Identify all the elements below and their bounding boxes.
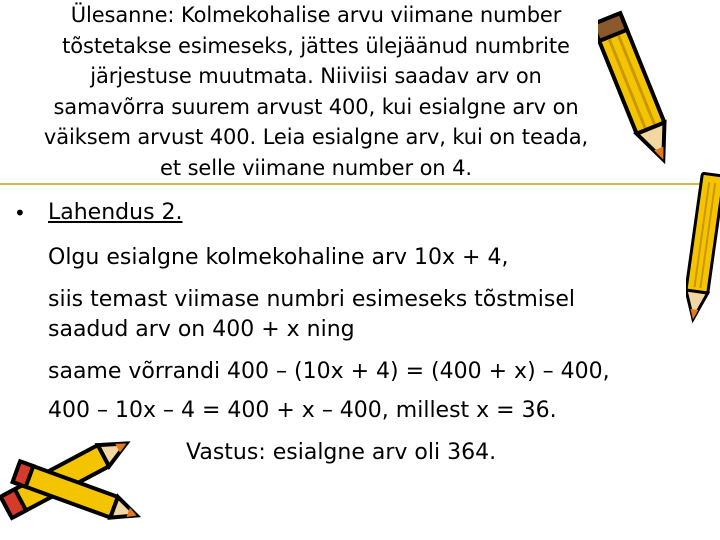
title-line: Ülesanne: Kolmekohalise arvu viimane number [70, 3, 562, 27]
title-line: järjestuse muutmata. Niiviisi saadav arv on [90, 64, 542, 88]
pencil-icon [686, 168, 720, 328]
pencils-icon [0, 418, 150, 540]
pencil-icon [598, 4, 678, 174]
solution-line: Olgu esialgne kolmekohaline arv 10x + 4, [48, 245, 509, 270]
solution-line: saadud arv on 400 + x ning [48, 317, 355, 342]
title-divider [0, 183, 720, 185]
solution-line: saame võrrandi 400 – (10x + 4) = (400 + x) – 400, [48, 359, 610, 384]
task-title [0, 0, 632, 183]
solution-line: siis temast viimase numbri esimeseks tõstmisel [48, 287, 575, 312]
title-line: samavõrra suurem arvust 400, kui esialgne arv on [53, 94, 579, 119]
answer-line: Vastus: esialgne arv oli 364. [186, 440, 497, 465]
title-line: väiksem arvust 400. Leia esialgne arv, kui on teada, [43, 125, 589, 149]
title-line: tõstetakse esimeseks, jättes ülejäänud numbrite [62, 33, 570, 58]
solution-line: 400 – 10x – 4 = 400 + x – 400, millest x = 36. [48, 398, 557, 423]
title-line: et selle viimane number on 4. [160, 155, 472, 180]
solution-heading: Lahendus 2. [48, 200, 183, 225]
bullet-marker: • [14, 201, 26, 225]
